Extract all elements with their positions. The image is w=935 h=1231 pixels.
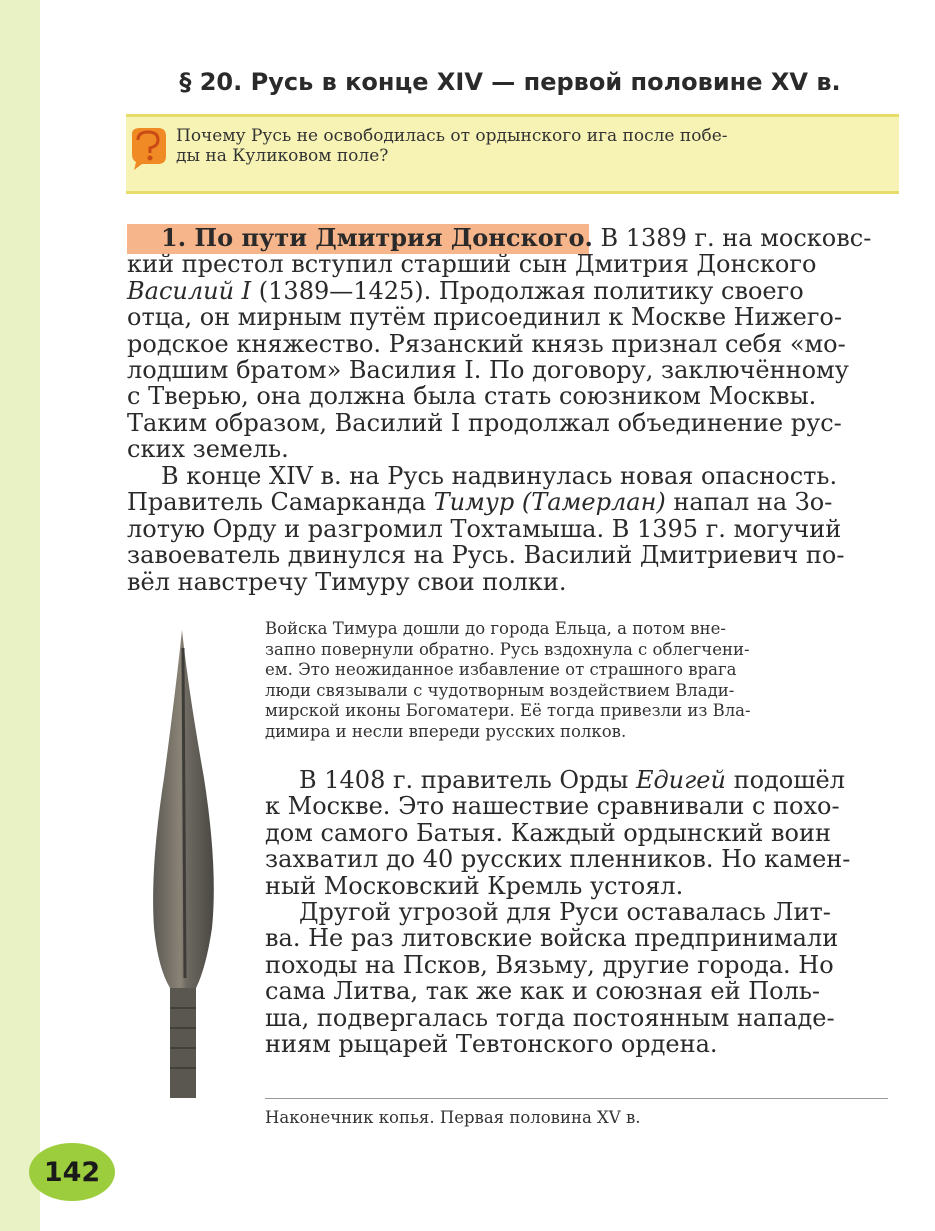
note-line: люди связывали с чудотворным воздействием Влади- bbox=[265, 680, 735, 700]
question-icon bbox=[128, 126, 168, 172]
question-text bbox=[176, 126, 888, 166]
text-line: вёл навстречу Тимуру свои полки. bbox=[127, 567, 567, 596]
spearhead-image bbox=[130, 628, 240, 1108]
text-line: завоеватель двинулся на Русь. Василий Дмитриевич по- bbox=[127, 541, 845, 570]
person-name: Тимур (Тамерлан) bbox=[433, 488, 666, 517]
text-line: лотую Орду и разгромил Тохтамыша. В 1395 г. могучий bbox=[127, 514, 842, 543]
note-line: димира и несли впереди русских полков. bbox=[265, 721, 627, 741]
text-line: (1389—1425). Продолжая политику своего bbox=[251, 276, 804, 305]
text-line: напал на Зо- bbox=[665, 488, 833, 517]
page-title: § 20. Русь в конце XIV — первой половине XV в. bbox=[179, 68, 841, 96]
text-line: походы на Псков, Вязьму, другие города. Но bbox=[265, 950, 834, 979]
text-line: дом самого Батыя. Каждый ордынский воин bbox=[265, 818, 831, 847]
text-line: с Тверью, она должна была стать союзником Москвы. bbox=[127, 382, 817, 411]
text-line: В конце XIV в. на Русь надвинулась новая опасность. bbox=[161, 462, 838, 490]
text-line: Другой угрозой для Руси оставалась Лит- bbox=[299, 898, 831, 926]
page-margin-strip bbox=[0, 0, 40, 1231]
note-line: мирской иконы Богоматери. Её тогда привезли из Вла- bbox=[265, 701, 751, 720]
text-line: ный Московский Кремль устоял. bbox=[265, 871, 684, 900]
text-line: кий престол вступил старший сын Дмитрия Донского bbox=[127, 250, 817, 279]
caption-divider bbox=[265, 1098, 888, 1099]
section1-paragraph bbox=[127, 225, 899, 463]
text-line: ских земель. bbox=[127, 435, 289, 464]
text-line: В 1389 г. на московс- bbox=[592, 224, 872, 252]
paragraph-4 bbox=[265, 899, 897, 1057]
text-line: подошёл bbox=[725, 766, 845, 794]
paragraph-2 bbox=[127, 463, 899, 595]
text-line: захватил до 40 русских пленников. Но камен- bbox=[265, 845, 851, 874]
text-line: к Москве. Это нашествие сравнивали с похо- bbox=[265, 792, 840, 821]
note-line: ем. Это неожиданное избавление от страшного врага bbox=[265, 660, 737, 679]
page-number: 142 bbox=[29, 1143, 115, 1201]
note-line: Войска Тимура дошли до города Ельца, а потом вне- bbox=[265, 619, 726, 638]
image-caption: Наконечник копья. Первая половина XV в. bbox=[265, 1108, 641, 1127]
note-line: запно повернули обратно. Русь вздохнула с облегчени- bbox=[265, 639, 750, 659]
text-line: Таким образом, Василий I продолжал объединение рус- bbox=[127, 408, 842, 437]
text-line: отца, он мирным путём присоединил к Москве Нижего- bbox=[127, 303, 842, 332]
side-note bbox=[265, 619, 895, 742]
text-line: ва. Не раз литовские войска предпринимали bbox=[265, 924, 839, 953]
question-line: ды на Куликовом поле? bbox=[176, 146, 389, 166]
section-heading: 1. По пути Дмитрия Донского. bbox=[161, 223, 593, 252]
text-line: родское княжество. Рязанский князь признал себя «мо- bbox=[127, 329, 846, 358]
text-line: сама Литва, так же как и союзная ей Поль- bbox=[265, 977, 820, 1006]
text-line: ша, подвергалась тогда постоянным нападе- bbox=[265, 1003, 835, 1032]
text-line: В 1408 г. правитель Орды bbox=[299, 766, 636, 794]
paragraph-3 bbox=[265, 767, 897, 899]
text-line: лодшим братом» Василия I. По договору, заключённому bbox=[127, 356, 849, 385]
question-line: Почему Русь не освободилась от ордынского ига после побе- bbox=[176, 126, 728, 146]
person-name: Василий I bbox=[127, 276, 252, 305]
text-line: Правитель Самарканда bbox=[127, 488, 434, 517]
text-line: ниям рыцарей Тевтонского ордена. bbox=[265, 1030, 718, 1059]
person-name: Едигей bbox=[635, 766, 726, 794]
